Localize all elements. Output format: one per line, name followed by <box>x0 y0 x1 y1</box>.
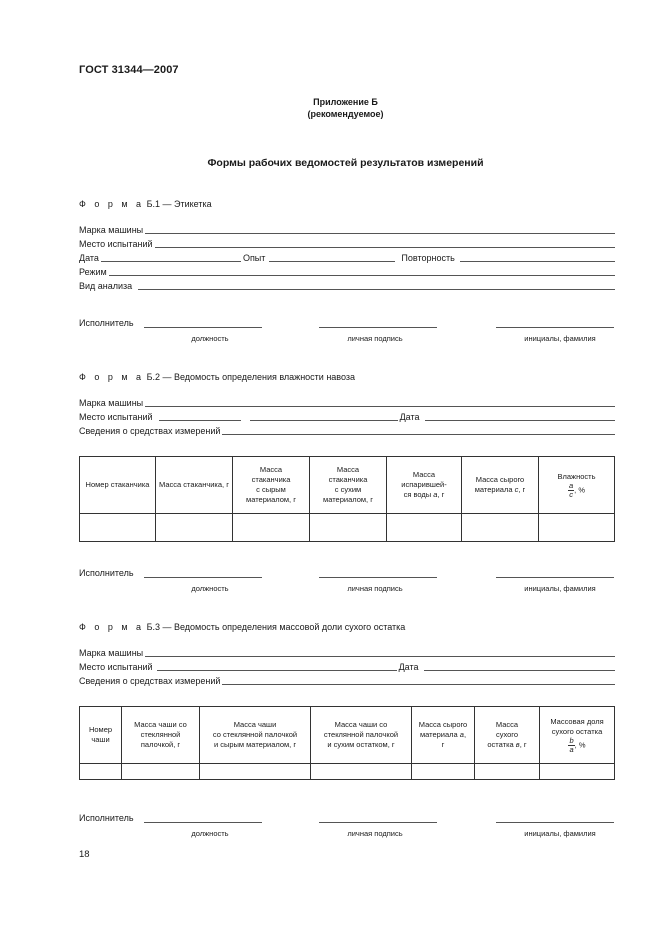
table-cell[interactable] <box>122 764 200 780</box>
form3-machine-field[interactable] <box>145 656 615 657</box>
form3-col-dish-dry-l1: Масса чаши со <box>334 720 388 729</box>
form2-machine-row <box>79 396 615 409</box>
table-cell[interactable] <box>311 764 412 780</box>
executor1-signature-field[interactable] <box>319 327 437 328</box>
form3-col-dry-mass <box>475 707 540 764</box>
form3-col-dish-raw-l3: и сырым материалом, г <box>213 740 297 749</box>
form3-machine-row <box>79 646 615 659</box>
form3-col-dish-mass-l1: Масса чаши со <box>134 720 187 729</box>
executor2-signature-caption: личная подпись <box>347 584 403 593</box>
form3-col-raw-mass <box>412 707 475 764</box>
executor3-position-caption: должность <box>191 829 229 838</box>
form1-machine-row <box>79 223 615 236</box>
form3-header-row <box>80 707 615 764</box>
form3-instruments-row <box>79 674 615 687</box>
form2-place-row <box>79 410 615 423</box>
form2-title: Б.2 — Ведомость определения влажности навоза <box>146 372 356 382</box>
form3-col-raw-var: а <box>459 730 464 739</box>
form3-table <box>79 706 615 780</box>
table-cell[interactable] <box>475 764 540 780</box>
form3-col-raw-l2: материала <box>419 730 458 739</box>
executor1-signature-caption: личная подпись <box>347 334 403 343</box>
form3-col-dry-l1: Масса <box>495 720 519 729</box>
form3-col-dry-l2: сухого <box>495 730 519 739</box>
table-row <box>80 514 615 542</box>
form3-col-dry-var: в <box>515 740 520 749</box>
annex-title: Приложение Б <box>313 97 378 107</box>
form3-col-dry-l3: остатка <box>487 740 514 749</box>
form2-instruments-field[interactable] <box>222 434 615 435</box>
form3-col-dish-mass-l2: стеклянной <box>140 730 181 739</box>
form1-date-label: Дата <box>79 253 99 263</box>
executor2-signature-field[interactable] <box>319 577 437 578</box>
form3-place-row <box>79 660 615 673</box>
form3-fraction-numerator: b <box>569 735 574 745</box>
form3-col-dish-number <box>80 707 122 764</box>
table-cell[interactable] <box>80 514 156 542</box>
table-cell[interactable] <box>387 514 462 542</box>
executor1-position-field[interactable] <box>144 327 262 328</box>
executor3-name-field[interactable] <box>496 822 614 823</box>
form2-col-water-l2: испарившей- <box>401 480 447 489</box>
executor2-name-field[interactable] <box>496 577 614 578</box>
form1-mode-field[interactable] <box>109 275 615 276</box>
executor2-label: Исполнитель <box>79 568 134 578</box>
form2-table <box>79 456 615 542</box>
form2-col-water-mass <box>387 457 462 514</box>
form2-col-cup-dry <box>310 457 387 514</box>
form2-machine-field[interactable] <box>145 406 615 407</box>
form3-col-dish-raw <box>200 707 311 764</box>
executor1-name-field[interactable] <box>496 327 614 328</box>
form3-fraction-denominator: a <box>569 744 574 754</box>
form3-col-dish-raw-l1: Масса чаши <box>233 720 277 729</box>
form3-place-field[interactable] <box>157 670 397 671</box>
form1-date-row <box>79 251 615 264</box>
form2-col-cup-raw-l3: с сырым <box>256 485 286 494</box>
form1-place-field[interactable] <box>155 247 615 248</box>
form2-instruments-label: Сведения о средствах измерений <box>79 426 221 436</box>
form2-instruments-row <box>79 424 615 437</box>
executor3-signature-caption: личная подпись <box>347 829 403 838</box>
table-cell[interactable] <box>310 514 387 542</box>
table-cell[interactable] <box>539 514 615 542</box>
form2-col-cup-dry-l2: стаканчика <box>328 475 368 484</box>
executor1-name-caption: инициалы, фамилия <box>524 334 596 343</box>
form1-place-row <box>79 237 615 250</box>
form3-col-dish-mass <box>122 707 200 764</box>
form3-word: Ф о р м а <box>79 622 145 632</box>
form2-place-field[interactable] <box>159 420 241 421</box>
form1-experiment-field[interactable] <box>269 261 395 262</box>
form3-col-dish-dry-l2: стеклянной палочкой <box>323 730 399 739</box>
form2-col-water-l3: ся воды <box>403 490 432 499</box>
form3-date-label: Дата <box>398 662 419 672</box>
table-cell[interactable] <box>233 514 310 542</box>
form3-instruments-label: Сведения о средствах измерений <box>79 676 221 686</box>
form1-analysis-field[interactable] <box>138 289 615 290</box>
form2-col-cup-mass: Масса стаканчика, г <box>156 457 233 514</box>
form3-col-dish-dry-l3: и сухим остатком, г <box>327 740 395 749</box>
table-cell[interactable] <box>462 514 539 542</box>
form3-col-dish-l2: чаши <box>91 735 110 744</box>
form2-col-cup-raw <box>233 457 310 514</box>
form2-heading <box>79 372 355 382</box>
form2-word: Ф о р м а <box>79 372 145 382</box>
form1-analysis-row <box>79 279 615 292</box>
table-cell[interactable] <box>156 514 233 542</box>
form2-col-cup-number: Номер стаканчика <box>80 457 156 514</box>
form1-heading <box>79 199 212 209</box>
form3-machine-label: Марка машины <box>79 648 144 658</box>
form3-heading <box>79 622 405 632</box>
form2-col-raw-unit: , г <box>518 485 526 494</box>
page-title: Формы рабочих ведомостей результатов измерений <box>207 157 484 169</box>
executor2-position-field[interactable] <box>144 577 262 578</box>
form3-col-dish-mass-l3: палочкой, г <box>140 740 181 749</box>
form1-machine-field[interactable] <box>145 233 615 234</box>
form2-header-row <box>80 457 615 514</box>
form2-col-raw-l2: материала <box>474 485 513 494</box>
table-cell[interactable] <box>80 764 122 780</box>
form2-col-raw-l1: Масса сырого <box>475 475 525 484</box>
form2-humidity-denominator: с <box>569 489 573 499</box>
form3-col-raw-l1: Масса сырого <box>418 720 468 729</box>
form3-date-field[interactable] <box>424 670 616 671</box>
form2-col-water-var: а <box>433 490 438 499</box>
page-number: 18 <box>79 849 90 860</box>
standard-number: ГОСТ 31344—2007 <box>79 64 179 76</box>
form3-col-dish-l1: Номер <box>88 725 113 734</box>
form2-machine-label: Марка машины <box>79 398 144 408</box>
executor3-name-caption: инициалы, фамилия <box>524 829 596 838</box>
table-cell[interactable] <box>412 764 475 780</box>
form1-place-label: Место испытаний <box>79 239 153 249</box>
form1-mode-label: Режим <box>79 267 107 277</box>
form2-humidity-unit: , % <box>574 484 585 494</box>
executor1-position-caption: должность <box>191 334 229 343</box>
form1-mode-row <box>79 265 615 278</box>
form2-date-field[interactable] <box>425 420 616 421</box>
form2-col-water-l1: Масса <box>412 470 436 479</box>
executor1-label: Исполнитель <box>79 318 134 328</box>
form2-col-cup-dry-l1: Масса <box>336 465 360 474</box>
form2-col-cup-raw-l2: стаканчика <box>251 475 291 484</box>
form1-word: Ф о р м а <box>79 199 145 209</box>
form3-instruments-field[interactable] <box>222 684 615 685</box>
form2-col-cup-raw-l4: материалом, г <box>246 495 296 504</box>
form1-analysis-label: Вид анализа <box>79 281 133 291</box>
form2-date-label: Дата <box>399 412 420 422</box>
executor2-position-caption: должность <box>191 584 229 593</box>
form2-col-humidity <box>539 457 615 514</box>
form2-col-raw-var: с <box>514 485 519 494</box>
form3-col-raw-unit: г <box>441 740 445 749</box>
form3-title: Б.3 — Ведомость определения массовой доли сухого остатка <box>146 622 406 632</box>
form3-place-label: Место испытаний <box>79 662 153 672</box>
form1-machine-label: Марка машины <box>79 225 144 235</box>
form2-col-cup-raw-l1: Масса <box>259 465 283 474</box>
executor3-position-field[interactable] <box>144 822 262 823</box>
table-cell[interactable] <box>200 764 311 780</box>
form1-date-field[interactable] <box>101 261 241 262</box>
form3-col-dish-raw-l2: со стеклянной палочкой <box>212 730 298 739</box>
form3-col-fraction-l2: сухого остатка <box>551 726 603 736</box>
table-row <box>80 764 615 780</box>
executor2-name-caption: инициалы, фамилия <box>524 584 596 593</box>
form1-experiment-label: Опыт <box>242 253 266 263</box>
form1-repeat-label: Повторность <box>401 253 455 263</box>
form3-col-raw-comma: , <box>463 730 467 739</box>
annex-status: (рекомендуемое) <box>307 109 384 119</box>
form3-col-dry-unit: , г <box>519 740 527 749</box>
form3-col-dish-dry <box>311 707 412 764</box>
form2-col-water-unit: , г <box>437 490 445 499</box>
table-cell[interactable] <box>540 764 615 780</box>
form1-title: Б.1 — Этикетка <box>146 199 212 209</box>
form2-col-cup-dry-l3: с сухим <box>334 485 362 494</box>
form3-fraction-unit: , % <box>574 739 586 749</box>
form3-col-dry-fraction <box>540 707 615 764</box>
form2-col-humidity-label: Влажность <box>557 471 596 481</box>
form3-col-fraction-l1: Массовая доля <box>550 716 604 726</box>
form2-place-field-extra[interactable] <box>250 420 398 421</box>
form2-place-label: Место испытаний <box>79 412 153 422</box>
executor3-signature-field[interactable] <box>319 822 437 823</box>
form1-repeat-field[interactable] <box>460 261 615 262</box>
executor3-label: Исполнитель <box>79 813 134 823</box>
form2-col-cup-dry-l4: материалом, г <box>323 495 373 504</box>
form2-col-raw-mass <box>462 457 539 514</box>
form2-humidity-numerator: а <box>568 480 574 490</box>
